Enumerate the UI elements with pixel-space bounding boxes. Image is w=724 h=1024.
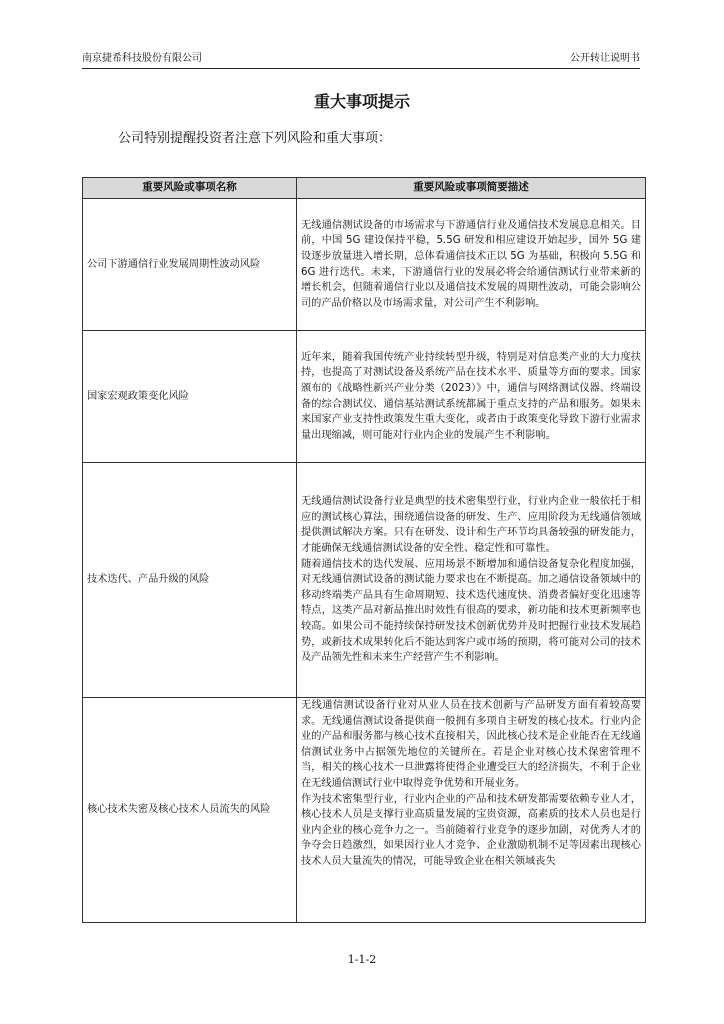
page-number: 1-1-2 xyxy=(347,953,377,966)
page-title: 重大事项提示 xyxy=(313,92,410,111)
risk-name: 技术迭代、产品升级的风险 xyxy=(83,463,297,698)
risk-description-paragraph: 无线通信测试设备的市场需求与下游通信行业及通信技术发展息息相关。目前，中国 5G 建设保持平稳，5.5G 研发和相应建设开始起步，国外 5G 建设逐步放量进入增长期，总体看通信技术正以 5G 为基础，积极向 5.5G 和 6G 进行迭代。未来，下游通信行业的发展必将会给通信测试行业带来新的增长机会，但随着通信行业以及通信技术发展的周期性波动，可能会影响公司的产品价格以及市场需求量，对公司产生不利影响。 xyxy=(301,219,641,309)
risk-name: 公司下游通信行业发展周期性波动风险 xyxy=(83,199,297,331)
table-row xyxy=(83,331,646,463)
risk-description xyxy=(297,331,646,463)
risk-name: 国家宏观政策变化风险 xyxy=(83,331,297,463)
table-row xyxy=(83,199,646,331)
table-header-row xyxy=(83,178,646,199)
table-row xyxy=(83,463,646,698)
header-company-name: 南京捷希科技股份有限公司 xyxy=(82,53,202,64)
column-header-description: 重要风险或事项简要描述 xyxy=(297,178,646,199)
risk-description xyxy=(297,199,646,331)
risk-description-paragraph: 无线通信测试设备行业对从业人员在技术创新与产品研发方面有着较高要求。无线通信测试设备提供商一般拥有多项自主研发的核心技术。行业内企业的产品和服务都与核心技术直接相关，因此核心技术是企业能否在无线通信测试业务中占据领先地位的关键所在。若是企业对核心技术保密管理不当，相关的核心技术一旦泄露将使得企业遭受巨大的经济损失，不利于企业在无线通信测试行业中取得竞争优势和开展业务。 xyxy=(301,700,641,789)
risk-description-paragraph: 随着通信技术的迭代发展、应用场景不断增加和通信设备复杂化程度加强，对无线通信测试设备的测试能力要求也在不断提高。加之通信设备领域中的移动终端类产品具有生命周期短、技术迭代速度快、消费者偏好变化迅速等特点，这类产品对新品推出时效性有很高的要求，新功能和技术更新频率也较高。如果公司不能持续保持研发技术创新优势并及时把握行业技术发展趋势，或新技术成果转化后不能达到客户或市场的预期，将可能对公司的技术及产品领先性和未来生产经营产生不利影响。 xyxy=(301,558,641,664)
intro-paragraph: 公司特别提醒投资者注意下列风险和重大事项： xyxy=(118,131,392,146)
risk-description-paragraph: 作为技术密集型行业，行业内企业的产品和技术研发都需要依赖专业人才，核心技术人员是支撑行业高质量发展的宝贵资源，高素质的技术人员也是行业内企业的核心竞争力之一。当前随着行业竞争的逐步加剧，对优秀人才的争夺会日趋激烈，如果因行业人才竞争、企业激励机制不足等因素出现核心技术人员大量流失的情况，可能导致企业在相关领域丧失 xyxy=(301,793,641,867)
risk-table xyxy=(82,177,646,923)
header-document-type: 公开转让说明书 xyxy=(570,53,640,64)
risk-description-paragraph: 近年来，随着我国传统产业持续转型升级，特别是对信息类产业的大力度扶持，也提高了对测试设备及系统产品在技术水平、质量等方面的要求。国家颁布的《战略性新兴产业分类（2023）》中，通信与网络测试仪器、终端设备的综合测试仪、通信基站测试系统都属于重点支持的产品和服务。如果未来国家产业支持性政策发生重大变化，或者由于政策变化导致下游行业需求量出现缩减，则可能对行业内企业的发展产生不利影响。 xyxy=(301,351,641,441)
table-row xyxy=(83,698,646,923)
risk-name: 核心技术失密及核心技术人员流失的风险 xyxy=(83,698,297,923)
risk-description xyxy=(297,698,646,923)
column-header-name: 重要风险或事项名称 xyxy=(83,178,297,199)
risk-description-paragraph: 无线通信测试设备行业是典型的技术密集型行业，行业内企业一般依托于相应的测试核心算法，围绕通信设备的研发、生产、应用阶段为无线通信领域提供测试解决方案。只有在研发、设计和生产环节均具备较强的研发能力，才能确保无线通信测试设备的安全性、稳定性和可靠性。 xyxy=(301,496,641,555)
risk-description xyxy=(297,463,646,698)
page-header xyxy=(82,52,640,69)
